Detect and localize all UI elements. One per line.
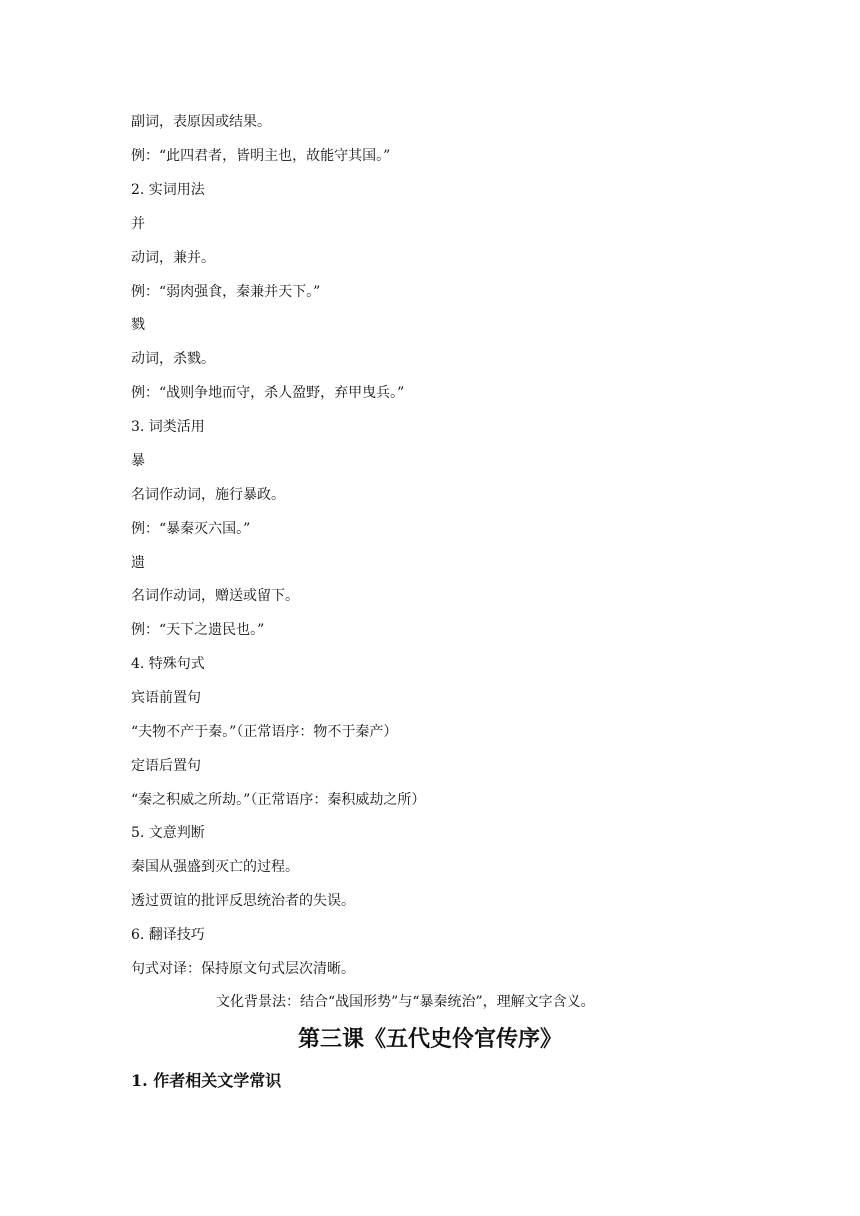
text-line: 例：“战则争地而守，杀人盈野，弃甲曳兵。”: [131, 385, 405, 401]
text-line: 动词，杀戮。: [131, 351, 215, 367]
text-line: 动词，兼并。: [131, 250, 215, 266]
text-line: 例：“天下之遗民也。”: [131, 622, 265, 638]
text-line: 暴: [131, 453, 145, 469]
text-line: 名词作动词，赠送或留下。: [131, 588, 299, 604]
text-line: 例：“此四君者，皆明主也，故能守其国。”: [131, 148, 391, 164]
text-line: 秦国从强盛到灭亡的过程。: [131, 859, 299, 875]
text-line: 副词，表原因或结果。: [131, 114, 271, 130]
section-number-heading: 5. 文意判断: [131, 825, 205, 841]
text-line: 戮: [131, 317, 145, 333]
text-line: 并: [131, 216, 145, 232]
lesson-title: 第三课《五代史伶官传序》: [297, 1026, 562, 1052]
text-line: 例：“暴秦灭六国。”: [131, 521, 251, 537]
text-line: “秦之积威之所劫。”（正常语序：秦积威劫之所）: [131, 792, 426, 808]
text-line: 定语后置句: [131, 758, 201, 774]
section-number-heading: 2. 实词用法: [131, 182, 205, 198]
text-line: 宾语前置句: [131, 690, 201, 706]
section-number-heading: 3. 词类活用: [131, 419, 205, 435]
section-number-heading: 4. 特殊句式: [131, 656, 205, 672]
text-line: 透过贾谊的批评反思统治者的失误。: [131, 893, 355, 909]
text-line: 文化背景法：结合“战国形势”与“暴秦统治”，理解文字含义。: [216, 994, 595, 1010]
text-line: 例：“弱肉强食，秦兼并天下。”: [131, 284, 321, 300]
text-line: 遗: [131, 555, 145, 571]
section-number-heading: 6. 翻译技巧: [131, 927, 205, 943]
text-line: 句式对译：保持原文句式层次清晰。: [131, 961, 355, 977]
text-line: “夫物不产于秦。”（正常语序：物不于秦产）: [131, 724, 398, 740]
section-heading: 1. 作者相关文学常识: [131, 1071, 282, 1090]
text-line: 名词作动词，施行暴政。: [131, 487, 285, 503]
